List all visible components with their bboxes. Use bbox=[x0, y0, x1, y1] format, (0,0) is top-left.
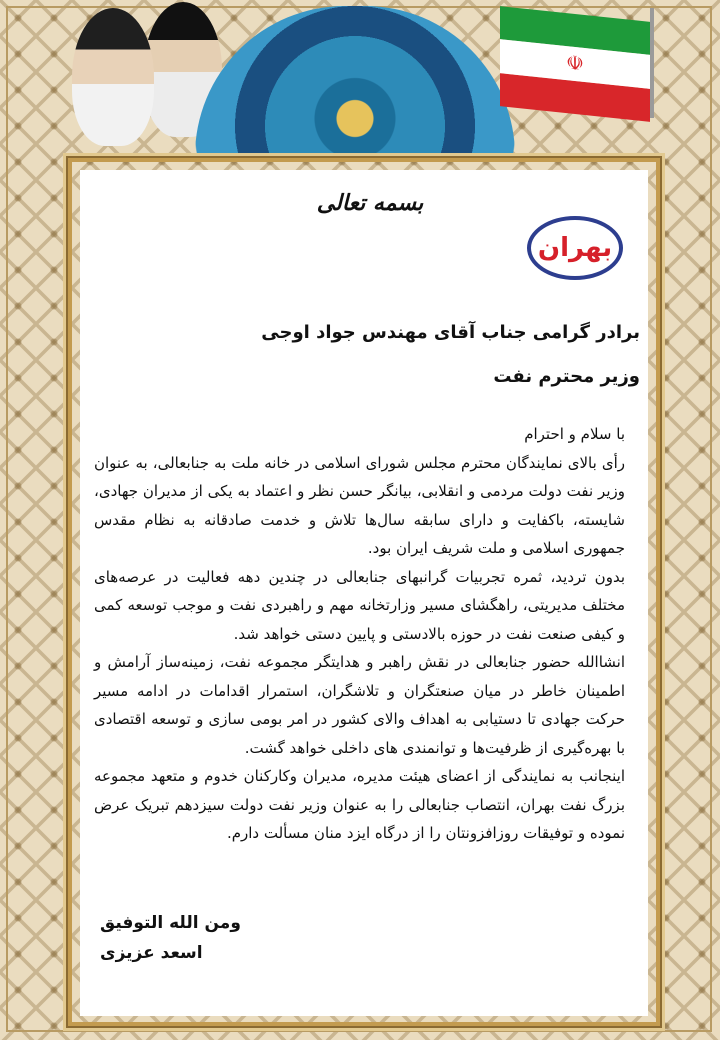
iran-flag bbox=[500, 6, 650, 122]
logo-text: بهران bbox=[537, 233, 613, 263]
body-paragraph: بدون تردید، ثمره تجربیات گرانبهای جنابعالی در چندین دهه فعالیت در عرصه‌های مختلف مدیریتی، راهگشای مسیر وزارتخانه مهم و راهبردی نفت و موجب توسعه کمی و کیفی صنعت نفت در حوزه بالادستی و پایین دستی خواهد شد. bbox=[94, 567, 625, 643]
flag-emblem-icon: ☫ bbox=[566, 50, 584, 77]
closing-phrase: ومن الله التوفیق bbox=[100, 913, 241, 933]
body-paragraph: انشاالله حضور جنابعالی در نقش راهبر و هدایتگر مجموعه نفت، زمینه‌ساز آرامش و اطمینان خاطر در میان صنعتگران و تلاشگران، استمرار اقدامات در ادامه مسیر حرکت جهادی تا دستیابی به اهداف والای کشور در امر بومی سازی و توسعه اقتصادی با بهره‌گیری از ظرفیت‌ها و توانمندی های داخلی خواهد گشت. bbox=[94, 653, 625, 757]
letter-body bbox=[94, 420, 625, 848]
recipient-title: وزیر محترم نفت bbox=[493, 366, 640, 387]
signature-block bbox=[100, 908, 320, 968]
body-paragraph: اینجانب به نمایندگی از اعضای هیئت مدیره، مدیران وکارکنان خدوم و متعهد مجموعه بزرگ نفت بهران، انتصاب جنابعالی را به عنوان وزیر نفت دولت سیزدهم تبریک عرض نموده و توفیقات روزافزونتان را از درگاه ایزد منان مسألت دارم. bbox=[94, 767, 625, 842]
recipient-name: برادر گرامی جناب آقای مهندس جواد اوجی bbox=[261, 322, 640, 343]
basmala-heading: بسمه تعالی bbox=[316, 190, 424, 216]
behran-logo bbox=[527, 216, 623, 280]
flagpole bbox=[650, 8, 654, 118]
body-paragraph: رأی بالای نمایندگان محترم مجلس شورای اسلامی در خانه ملت به جنابعالی، به عنوان وزیر نفت دولت مردمی و انقلابی، بیانگر حسن نظر و اعتماد به یکی از مدیران جهادی، شایسته، باکفایت و دارای سابقه سال‌ها تلاش و خدمت صادقانه به نظام مقدس جمهوری اسلامی و ملت شریف ایران بود. bbox=[94, 453, 625, 557]
greeting: با سلام و احترام bbox=[524, 425, 625, 443]
signatory-name: اسعد عزیزی bbox=[100, 943, 203, 963]
portrait-left bbox=[72, 8, 154, 146]
